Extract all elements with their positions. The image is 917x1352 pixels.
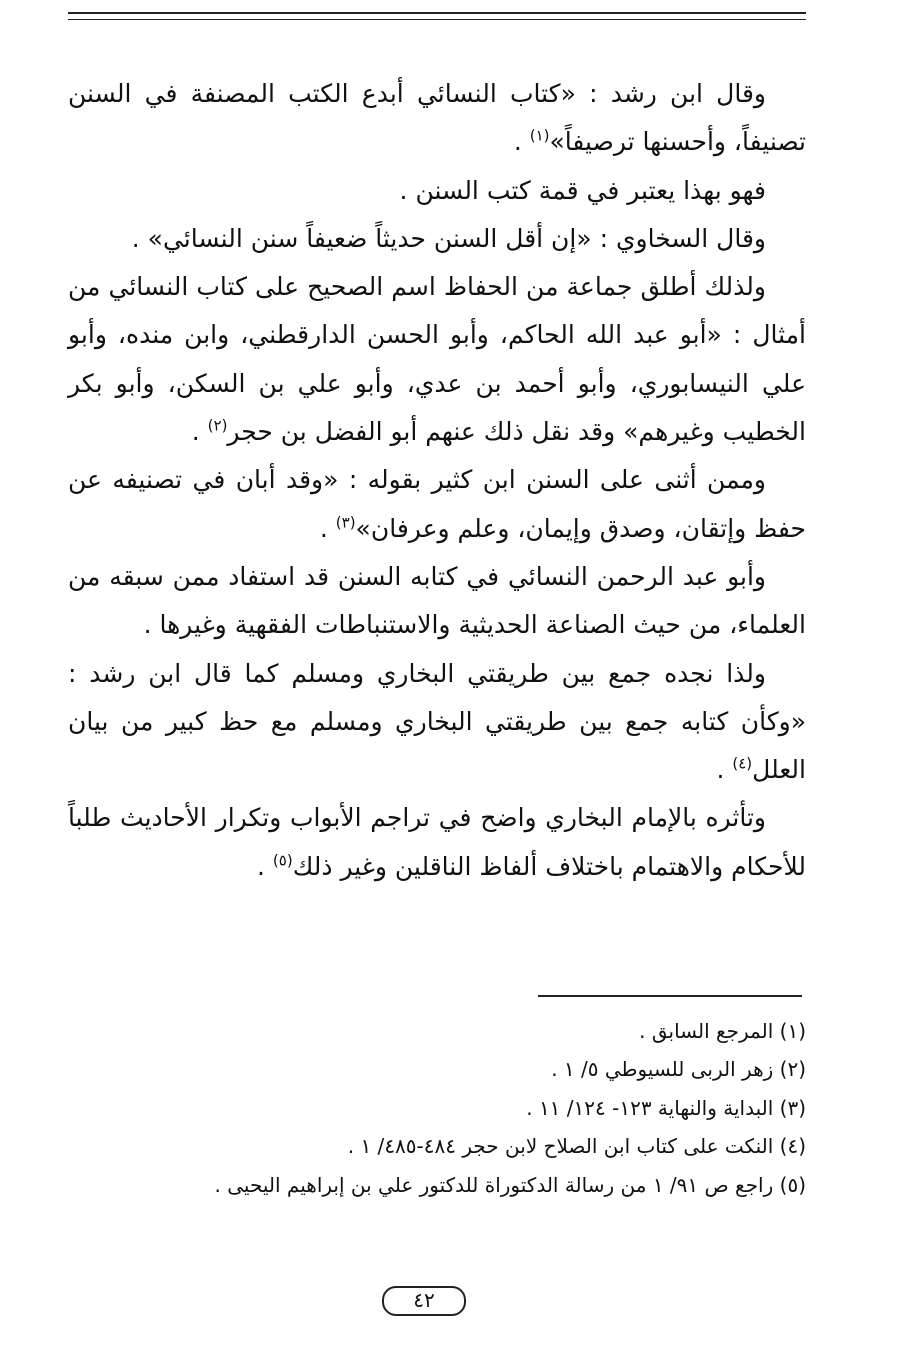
footnote-5: (٥) راجع ص ٩١/ ١ من رسالة الدكتوراة للدكتور علي بن إبراهيم اليحيى . — [214, 1172, 806, 1197]
paragraph-text: وتأثره بالإمام البخاري واضح في تراجم الأبواب وتكرار الأحاديث طلباً للأحكام والاهتمام باختلاف ألفاظ الناقلين وغير ذلك — [68, 803, 806, 881]
paragraph-end: . — [257, 851, 273, 881]
paragraph — [68, 70, 806, 167]
footnote-ref: (٣) — [335, 513, 356, 532]
paragraph-text: وقال السخاوي : «إن أقل السنن حديثاً ضعيفاً سنن النسائي» . — [131, 223, 766, 253]
footnote-2: (٢) زهر الربى للسيوطي ٥/ ١ . — [551, 1057, 806, 1082]
footnote-separator — [538, 995, 802, 997]
paragraph-text: فهو بهذا يعتبر في قمة كتب السنن . — [399, 175, 766, 205]
paragraph-text: وأبو عبد الرحمن النسائي في كتابه السنن قد استفاد ممن سبقه من العلماء، من حيث الصناعة الحديثية والاستنباطات الفقهية وغيرها . — [68, 561, 806, 640]
footnote-ref: (١) — [529, 126, 550, 145]
footnote-3: (٣) البداية والنهاية ١٢٣- ١٢٤/ ١١ . — [526, 1095, 806, 1120]
paragraph-text: وممن أثنى على السنن ابن كثير بقوله : «وقد أبان في تصنيفه عن حفظ وإتقان، وصدق وإيمان، وعلم وعرفان» — [68, 465, 806, 543]
paragraph — [68, 650, 806, 795]
paragraph — [68, 215, 806, 263]
paragraph — [68, 456, 806, 553]
footnote-ref: (٤) — [732, 754, 753, 773]
footnote-1: (١) المرجع السابق . — [639, 1019, 806, 1043]
paragraph-text: ولذا نجده جمع بين طريقتي البخاري ومسلم كما قال ابن رشد : «وكأن كتابه جمع بين طريقتي البخاري ومسلم مع حظ كبير من بيان العلل — [68, 658, 806, 785]
header-rule-bottom — [68, 19, 806, 20]
paragraph-end: . — [513, 127, 530, 157]
paragraph — [68, 167, 806, 215]
paragraph — [68, 263, 806, 456]
paragraph-text: ولذلك أطلق جماعة من الحفاظ اسم الصحيح على كتاب النسائي من أمثال : «أبو عبد الله الحاكم، وأبو الحسن الدارقطني، وابن منده، وأبو علي النيسابوري، وأبو أحمد بن عدي، وأبو علي بن السكن، وأبو بكر الخطيب وغيرهم» وقد نقل ذلك عنهم أبو الفضل بن حجر — [68, 272, 806, 447]
main-text — [68, 70, 806, 891]
footnotes — [68, 1012, 806, 1204]
paragraph-text: وقال ابن رشد : «كتاب النسائي أبدع الكتب المصنفة في السنن تصنيفاً، وأحسنها ترصيفاً» — [68, 79, 806, 157]
header-rule-top — [68, 12, 806, 14]
paragraph-end: . — [319, 513, 336, 543]
paragraph — [68, 794, 806, 891]
paragraph — [68, 553, 806, 650]
page-number: ٤٢ — [382, 1286, 466, 1316]
footnote-ref: (٢) — [207, 416, 228, 435]
footnote-4: (٤) النكت على كتاب ابن الصلاح لابن حجر ٤٨٤-٤٨٥/ ١ . — [347, 1134, 806, 1159]
paragraph-end: . — [716, 755, 733, 785]
footnote-ref: (٥) — [272, 851, 293, 870]
paragraph-end: . — [191, 417, 208, 447]
